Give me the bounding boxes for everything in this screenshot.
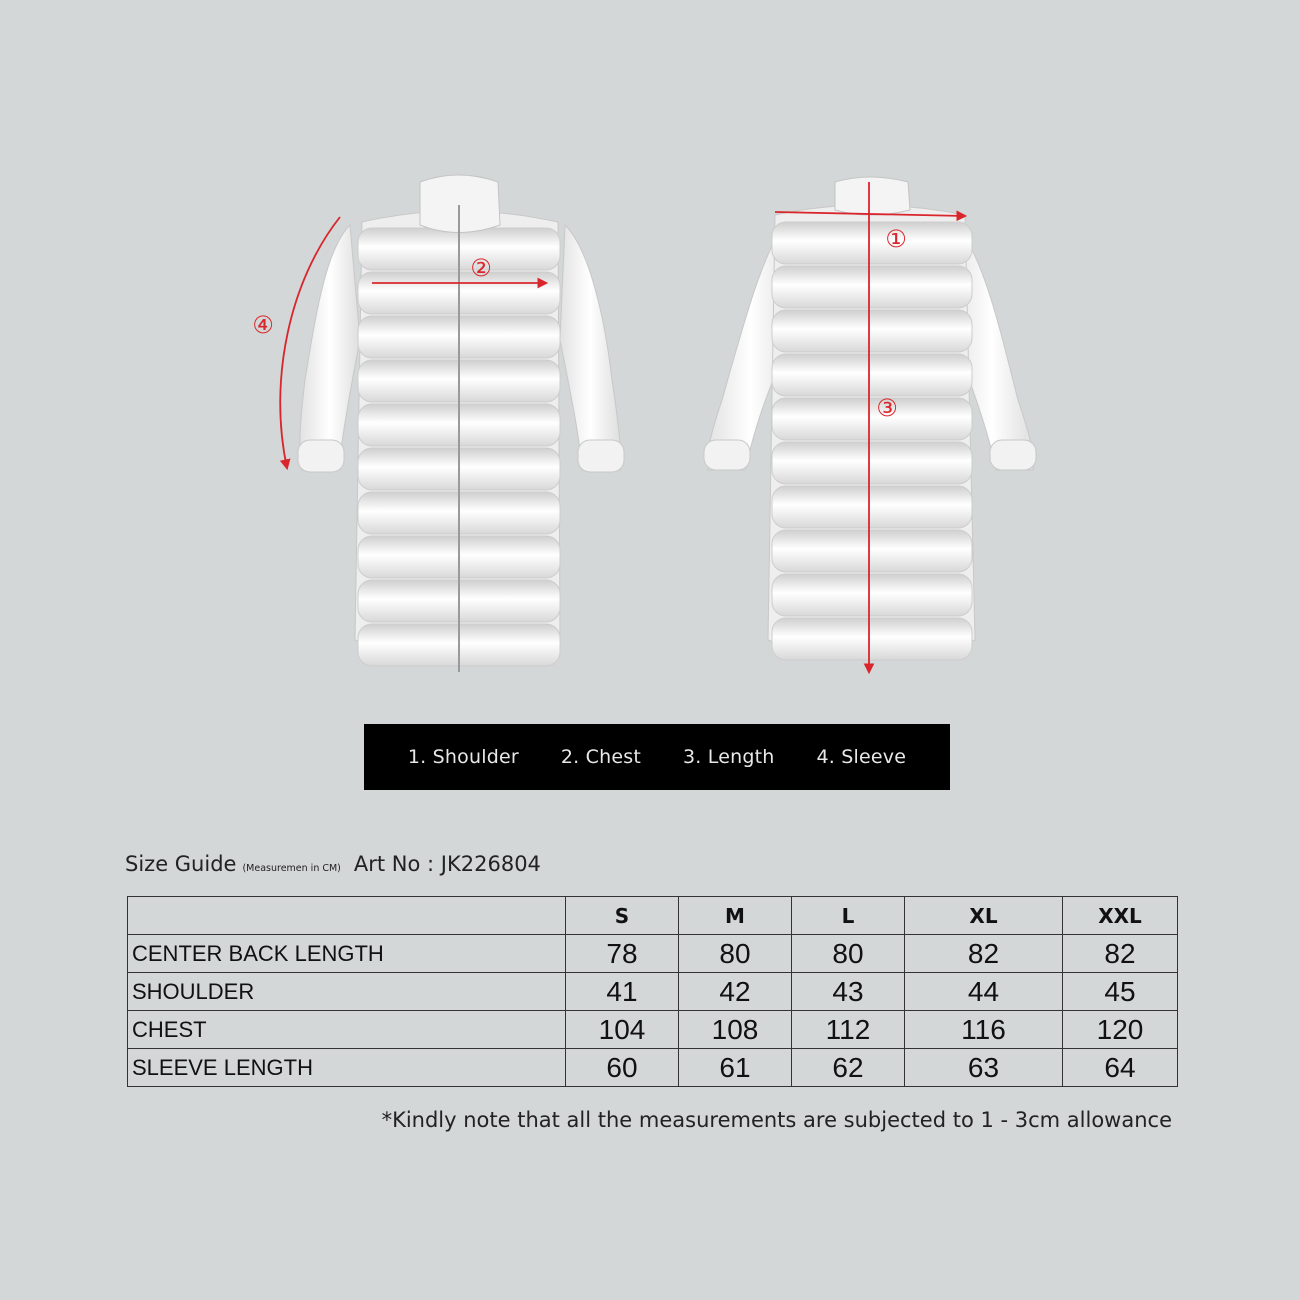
- quilt-panel: [772, 222, 972, 264]
- quilt-panel: [772, 354, 972, 396]
- row-label: SHOULDER: [128, 973, 566, 1011]
- table-cell: 62: [792, 1049, 905, 1087]
- shoulder-marker: ①: [885, 225, 907, 253]
- quilt-panel: [772, 442, 972, 484]
- table-cell: 104: [566, 1011, 679, 1049]
- table-cell: 82: [905, 935, 1063, 973]
- header-size-xl: XL: [905, 897, 1063, 935]
- table-cell: 61: [679, 1049, 792, 1087]
- table-cell: 63: [905, 1049, 1063, 1087]
- quilt-panel: [772, 618, 972, 660]
- quilt-panel: [772, 398, 972, 440]
- table-row: [128, 973, 1178, 1011]
- quilt-panel: [772, 266, 972, 308]
- table-header-row: [128, 897, 1178, 935]
- size-guide-header: [125, 852, 541, 884]
- legend-item-length: 3. Length: [682, 746, 775, 768]
- table-cell: 64: [1063, 1049, 1178, 1087]
- table-cell: 60: [566, 1049, 679, 1087]
- measurement-legend: [364, 724, 950, 790]
- table-cell: 80: [792, 935, 905, 973]
- chest-marker: ②: [470, 254, 492, 282]
- table-cell: 43: [792, 973, 905, 1011]
- legend-item-chest: 2. Chest: [560, 746, 641, 768]
- quilt-panel: [772, 530, 972, 572]
- table-cell: 120: [1063, 1011, 1178, 1049]
- header-size-xxl: XXL: [1063, 897, 1178, 935]
- table-cell: 82: [1063, 935, 1178, 973]
- table-cell: 108: [679, 1011, 792, 1049]
- header-size-m: M: [679, 897, 792, 935]
- header-label-cell: [128, 897, 566, 935]
- header-size-l: L: [792, 897, 905, 935]
- sleeve-marker: ④: [252, 311, 274, 339]
- legend-item-sleeve: 4. Sleeve: [816, 746, 907, 768]
- header-size-s: S: [566, 897, 679, 935]
- row-label: CHEST: [128, 1011, 566, 1049]
- allowance-footnote: *Kindly note that all the measurements are subjected to 1 - 3cm allowance: [381, 1108, 1172, 1132]
- table-cell: 116: [905, 1011, 1063, 1049]
- size-table: [127, 896, 1178, 1087]
- back-jacket: [704, 177, 1036, 660]
- table-row: [128, 935, 1178, 973]
- table-cell: 112: [792, 1011, 905, 1049]
- table-row: [128, 1049, 1178, 1087]
- quilt-panel: [772, 486, 972, 528]
- table-cell: 80: [679, 935, 792, 973]
- row-label: SLEEVE LENGTH: [128, 1049, 566, 1087]
- size-guide-title: Size Guide: [125, 852, 237, 876]
- table-cell: 78: [566, 935, 679, 973]
- table-row: [128, 1011, 1178, 1049]
- quilt-panel: [772, 574, 972, 616]
- row-label: CENTER BACK LENGTH: [128, 935, 566, 973]
- length-marker: ③: [876, 394, 898, 422]
- table-cell: 42: [679, 973, 792, 1011]
- table-cell: 44: [905, 973, 1063, 1011]
- article-number: Art No : JK226804: [353, 852, 541, 876]
- legend-item-shoulder: 1. Shoulder: [407, 746, 519, 768]
- table-cell: 45: [1063, 973, 1178, 1011]
- front-jacket: [298, 175, 624, 672]
- quilt-panel: [772, 310, 972, 352]
- unit-note: (Measuremen in CM): [242, 863, 341, 874]
- table-cell: 41: [566, 973, 679, 1011]
